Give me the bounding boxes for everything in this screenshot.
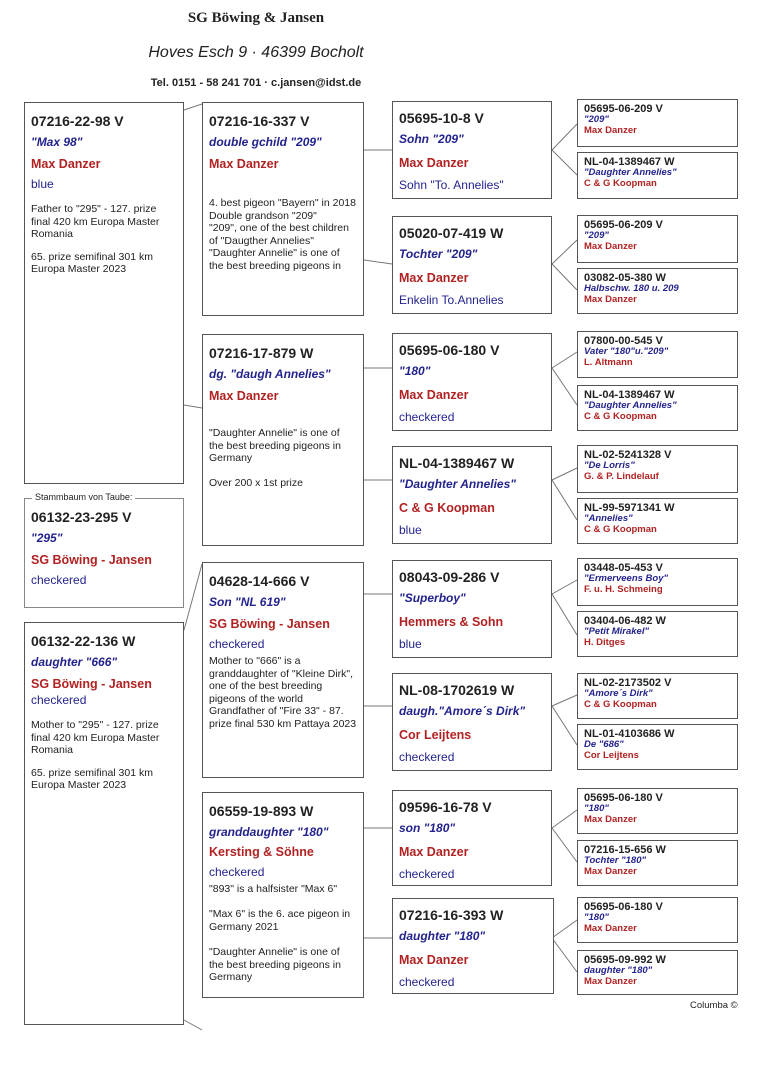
gen3-breeder: Max Danzer (399, 156, 469, 170)
gen4-name: "De Lorris" (584, 460, 635, 472)
subject-card (24, 498, 184, 608)
gen4-name: "Daughter Annelies" (584, 167, 677, 179)
gen3-breeder: Max Danzer (399, 388, 469, 402)
gen3-ring: 05695-10-8 V (399, 110, 484, 126)
gen4-name: De "686" (584, 739, 624, 751)
gen2-note: 4. best pigeon "Bayern" in 2018 Double grandson "209" "209", one of the best children of "Daugther Annelies" "Daughter Annelie" is one of the best breeding pigeons in (209, 197, 356, 272)
father-note-2: 65. prize semifinal 301 km Europa Master 2023 (31, 250, 153, 276)
breeder-title: SG Böwing & Jansen (187, 10, 325, 26)
gen4-name: "209" (584, 230, 609, 242)
father-note: Father to "295" - 127. prize final 420 km Europa Master Romania (31, 203, 160, 241)
gen4-breeder: Max Danzer (584, 124, 637, 136)
gen3-color: Enkelin To.Annelies (399, 293, 504, 307)
gen4-name: "209" (584, 114, 609, 126)
mother-breeder: SG Böwing - Jansen (31, 677, 152, 691)
gen4-name: Tochter "180" (584, 855, 646, 867)
gen4-ring: NL-04-1389467 W (584, 156, 675, 168)
gen4-breeder: Max Danzer (584, 922, 637, 934)
gen4-name: "180" (584, 803, 609, 815)
gen2-note: "893" is a halfsister "Max 6" "Max 6" is the 6. ace pigeon in Germany 2021 "Daughter Annelie" is one of the best breeding pigeons in Germany (209, 883, 351, 984)
gen4-card (577, 498, 738, 544)
gen4-card (577, 385, 738, 431)
subject-breeder: SG Böwing - Jansen (31, 553, 152, 567)
gen4-ring: 05695-06-209 V (584, 103, 663, 115)
gen4-breeder: L. Altmann (584, 356, 633, 368)
gen3-name: "Superboy" (399, 591, 466, 605)
gen4-ring: 05695-06-209 V (584, 219, 663, 231)
gen4-card (577, 788, 738, 834)
gen3-breeder: Hemmers & Sohn (399, 615, 504, 629)
mother-name: daughter "666" (31, 655, 118, 669)
gen4-card (577, 673, 738, 719)
gen4-name: "Amore´s Dirk" (584, 688, 653, 700)
gen3-breeder: Cor Leijtens (399, 728, 472, 742)
breeder-contact: Tel. 0151 - 58 241 701 · c.jansen@idst.de (150, 77, 362, 89)
gen3-card (392, 333, 552, 431)
mother-color: checkered (31, 693, 87, 707)
gen4-card (577, 268, 738, 314)
gen4-ring: 03448-05-453 V (584, 562, 663, 574)
gen4-name: "Ermerveens Boy" (584, 573, 668, 585)
mother-card (24, 622, 184, 1025)
gen3-breeder: C & G Koopman (399, 501, 495, 515)
gen3-name: Sohn "209" (399, 132, 464, 146)
gen3-name: daugh."Amore´s Dirk" (399, 704, 526, 718)
gen2-ring: 04628-14-666 V (209, 573, 310, 589)
gen4-card (577, 724, 738, 770)
gen3-color: blue (399, 523, 422, 537)
gen3-color: Sohn "To. Annelies" (399, 178, 504, 192)
gen4-card (577, 840, 738, 886)
gen4-breeder: Max Danzer (584, 813, 637, 825)
gen4-card (577, 445, 738, 493)
gen2-breeder: Kersting & Söhne (209, 845, 314, 859)
gen4-name: "180" (584, 912, 609, 924)
gen3-ring: 07216-16-393 W (399, 907, 504, 923)
gen3-name: "180" (399, 364, 431, 378)
gen4-ring: NL-02-2173502 V (584, 677, 672, 689)
gen2-name: dg. "daugh Annelies" (209, 367, 331, 381)
gen2-card (202, 334, 364, 546)
father-breeder: Max Danzer (31, 157, 101, 171)
father-ring: 07216-22-98 V (31, 113, 124, 129)
footer-credit: Columba © (690, 1000, 738, 1011)
gen2-name: Son "NL 619" (209, 595, 286, 609)
gen3-ring: 08043-09-286 V (399, 569, 500, 585)
gen3-card (392, 790, 552, 886)
gen3-card (392, 216, 552, 314)
gen4-breeder: Max Danzer (584, 240, 637, 252)
gen4-ring: 03082-05-380 W (584, 272, 666, 284)
gen4-breeder: C & G Koopman (584, 698, 657, 710)
gen4-breeder: H. Ditges (584, 636, 626, 648)
gen3-ring: NL-08-1702619 W (399, 682, 515, 698)
gen2-ring: 07216-16-337 V (209, 113, 310, 129)
gen3-color: blue (399, 637, 422, 651)
breeder-address: Hoves Esch 9 · 46399 Bocholt (148, 44, 364, 61)
gen3-name: son "180" (399, 821, 456, 835)
father-card (24, 102, 184, 484)
gen3-card (392, 446, 552, 544)
subject-ring: 06132-23-295 V (31, 509, 132, 525)
gen4-ring: NL-04-1389467 W (584, 389, 675, 401)
gen2-name: double gchild "209" (209, 135, 322, 149)
mother-ring: 06132-22-136 W (31, 633, 136, 649)
gen3-color: checkered (399, 867, 455, 881)
gen3-ring: NL-04-1389467 W (399, 455, 515, 471)
gen2-breeder: Max Danzer (209, 157, 279, 171)
gen4-name: "Annelies" (584, 513, 633, 525)
gen4-card (577, 558, 738, 606)
gen2-card (202, 792, 364, 998)
gen4-card (577, 897, 738, 943)
gen4-breeder: Cor Leijtens (584, 749, 639, 761)
gen3-ring: 05695-06-180 V (399, 342, 500, 358)
gen3-color: checkered (399, 975, 455, 989)
gen4-ring: 05695-06-180 V (584, 901, 663, 913)
gen2-ring: 07216-17-879 W (209, 345, 314, 361)
gen3-name: Tochter "209" (399, 247, 478, 261)
gen3-breeder: Max Danzer (399, 953, 469, 967)
gen2-breeder: SG Böwing - Jansen (209, 617, 330, 631)
gen3-card (392, 898, 554, 994)
gen4-card (577, 611, 738, 657)
gen4-ring: 05695-06-180 V (584, 792, 663, 804)
gen4-ring: NL-99-5971341 W (584, 502, 675, 514)
father-name: "Max 98" (31, 135, 83, 149)
gen4-breeder: Max Danzer (584, 865, 637, 877)
gen4-ring: 07216-15-656 W (584, 844, 666, 856)
father-color: blue (31, 177, 54, 191)
gen4-card (577, 152, 738, 199)
gen4-breeder: Max Danzer (584, 975, 637, 987)
gen2-note: "Daughter Annelie" is one of the best breeding pigeons in Germany Over 200 x 1st prize (209, 427, 341, 490)
gen3-ring: 09596-16-78 V (399, 799, 492, 815)
gen3-color: checkered (399, 410, 455, 424)
gen4-breeder: F. u. H. Schmeing (584, 583, 663, 595)
gen2-ring: 06559-19-893 W (209, 803, 314, 819)
gen4-card (577, 331, 738, 378)
gen4-breeder: C & G Koopman (584, 523, 657, 535)
gen3-card (392, 101, 552, 199)
gen2-breeder: Max Danzer (209, 389, 279, 403)
gen3-ring: 05020-07-419 W (399, 225, 504, 241)
gen4-card (577, 99, 738, 147)
gen2-card (202, 102, 364, 316)
gen4-card (577, 950, 738, 995)
gen4-breeder: Max Danzer (584, 293, 637, 305)
gen2-name: granddaughter "180" (209, 825, 329, 839)
gen3-breeder: Max Danzer (399, 845, 469, 859)
gen4-name: "Petit Mirakel" (584, 626, 649, 638)
gen4-ring: 05695-09-992 W (584, 954, 666, 966)
gen4-ring: NL-02-5241328 V (584, 449, 672, 461)
gen4-name: "Daughter Annelies" (584, 400, 677, 412)
gen3-card (392, 673, 552, 771)
gen4-breeder: C & G Koopman (584, 410, 657, 422)
mother-note: Mother to "295" - 127. prize final 420 km Europa Master Romania (31, 719, 160, 757)
gen2-note: Mother to "666" is a granddaughter of "Kleine Dirk", one of the best breeding pigeons of the world Grandfather of "Fire 33" - 87. prize final 530 km Pattaya 2023 (209, 655, 357, 730)
gen2-card (202, 562, 364, 778)
gen3-name: "Daughter Annelies" (399, 477, 516, 491)
gen4-ring: NL-01-4103686 W (584, 728, 675, 740)
gen3-breeder: Max Danzer (399, 271, 469, 285)
gen2-color: checkered (209, 637, 265, 651)
gen4-name: daughter "180" (584, 965, 653, 977)
subject-color: checkered (31, 573, 87, 587)
gen4-card (577, 215, 738, 263)
gen4-name: Halbschw. 180 u. 209 (584, 283, 679, 295)
gen4-ring: 07800-00-545 V (584, 335, 663, 347)
gen4-ring: 03404-06-482 W (584, 615, 666, 627)
gen3-name: daughter "180" (399, 929, 486, 943)
gen4-breeder: C & G Koopman (584, 177, 657, 189)
gen2-color: checkered (209, 865, 265, 879)
mother-note-2: 65. prize semifinal 301 km Europa Master 2023 (31, 766, 153, 792)
stammbaum-label: Stammbaum von Taube: (32, 492, 135, 502)
gen3-color: checkered (399, 750, 455, 764)
subject-name: "295" (31, 531, 63, 545)
gen4-breeder: G. & P. Lindelauf (584, 470, 659, 482)
gen4-name: Vater "180"u."209" (584, 346, 669, 358)
gen3-card (392, 560, 552, 658)
